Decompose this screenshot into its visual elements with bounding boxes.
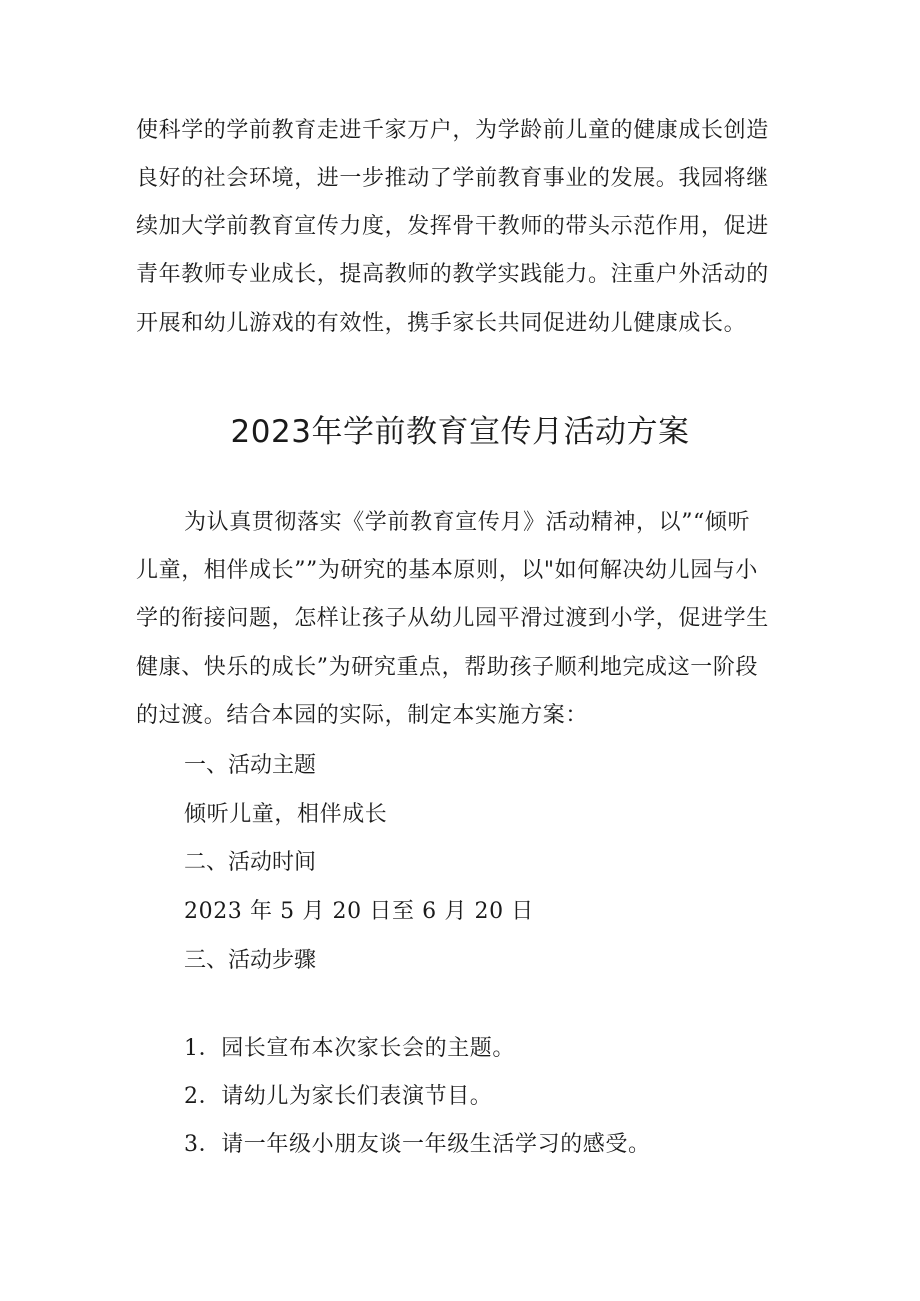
section-heading-theme: 一、活动主题 — [184, 753, 317, 778]
step-item-3: 3．请一年级小朋友谈一年级生活学习的感受。 — [184, 1132, 651, 1157]
section-body-time: 2023 年 5 月 20 日至 6 月 20 日 — [184, 899, 534, 924]
section-heading-steps: 三、活动步骤 — [184, 948, 317, 973]
preface-line-2: 儿童，相伴成长””为研究的基本原则，以"如何解决幼儿园与小 — [136, 558, 759, 583]
intro-line-1: 使科学的学前教育走进千家万户，为学龄前儿童的健康成长创造 — [136, 118, 769, 143]
intro-line-2: 良好的社会环境，进一步推动了学前教育事业的发展。我园将继 — [136, 166, 769, 191]
step-item-2: 2．请幼儿为家长们表演节目。 — [184, 1084, 493, 1109]
section-heading-time: 二、活动时间 — [184, 850, 317, 875]
preface-line-4: 健康、快乐的成长”为研究重点，帮助孩子顺利地完成这一阶段 — [136, 655, 759, 680]
intro-line-3: 续加大学前教育宣传力度，发挥骨干教师的带头示范作用，促进 — [136, 214, 769, 239]
intro-line-4: 青年教师专业成长，提高教师的教学实践能力。注重户外活动的 — [136, 262, 769, 287]
document-title: 2023年学前教育宣传月活动方案 — [230, 414, 690, 450]
intro-line-5: 开展和幼儿游戏的有效性，携手家长共同促进幼儿健康成长。 — [136, 311, 747, 336]
preface-line-5: 的过渡。结合本园的实际，制定本实施方案： — [136, 703, 589, 728]
step-item-1: 1．园长宣布本次家长会的主题。 — [184, 1036, 515, 1061]
preface-line-3: 学的衔接问题，怎样让孩子从幼儿园平滑过渡到小学，促进学生 — [136, 606, 769, 631]
section-body-theme: 倾听儿童，相伴成长 — [184, 802, 388, 827]
preface-line-1: 为认真贯彻落实《学前教育宣传月》活动精神，以”“倾听 — [184, 510, 751, 535]
